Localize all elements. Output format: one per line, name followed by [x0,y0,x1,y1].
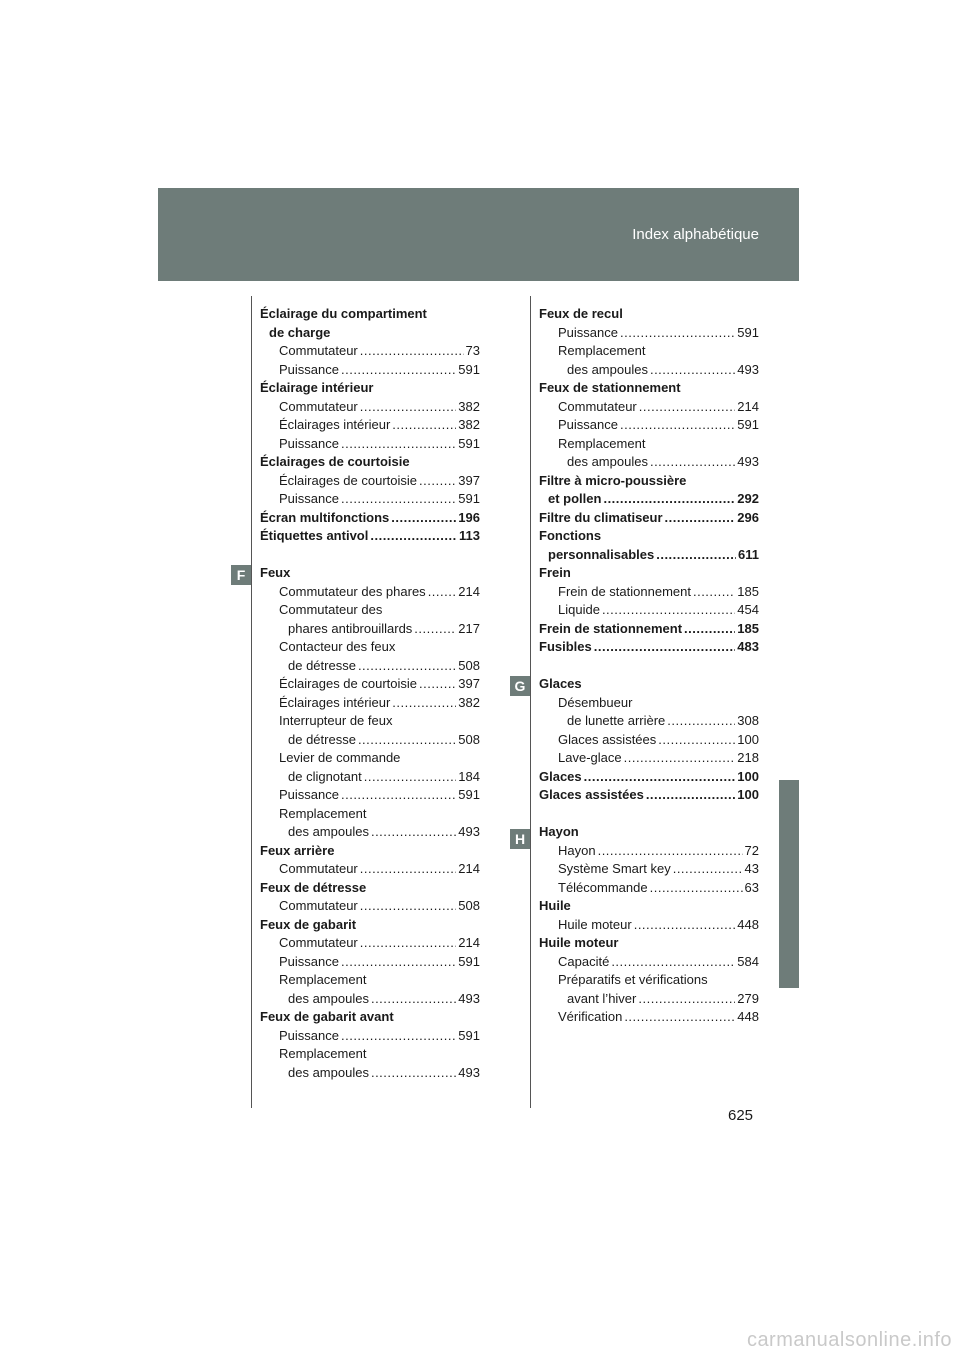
index-heading: Huile [539,898,571,913]
index-entry: Puissance ..... 591 [539,416,759,435]
index-entry: Commutateur ..... 382 [260,398,480,417]
index-entry: de détresse ..... 508 [260,657,480,676]
index-entry: Télécommande ..... 63 [539,879,759,898]
index-entry: des ampoules ..... 493 [260,823,480,842]
index-heading: Feux arrière [260,842,335,858]
index-heading: Glaces [539,676,582,691]
index-heading: Frein [539,565,571,580]
index-heading: Glaces ..... 100 [539,768,759,787]
index-entry: Commutateur des [279,602,383,617]
index-entry: des ampoules ..... 493 [260,1064,480,1083]
index-entry: Remplacement [279,1046,367,1061]
index-entry: Capacité ..... 584 [539,953,759,972]
index-entry: Puissance ..... 591 [539,324,759,343]
page-number: 625 [728,1107,754,1124]
index-entry: Remplacement [558,343,646,358]
index-heading: et pollen ..... 292 [539,490,759,509]
index-heading: Hayon [539,824,579,839]
index-entry: Éclairages intérieur ..... 382 [260,694,480,713]
index-heading: Fonctions [539,528,602,543]
index-entry: Frein de stationnement ..... 185 [539,583,759,602]
index-entry: de clignotant ..... 184 [260,768,480,787]
index-entry: Commutateur ..... 214 [260,860,480,879]
index-entry: Glaces assistées ..... 100 [539,731,759,750]
index-entry: Puissance ..... 591 [260,953,480,972]
index-heading: de charge [269,324,331,340]
index-entry: Éclairages de courtoisie ..... 397 [260,675,480,694]
index-heading: personnalisables ..... 611 [539,546,759,565]
index-heading: Étiquettes antivol ..... 113 [260,527,480,546]
index-entry: Liquide ..... 454 [539,601,759,620]
index-heading: Feux [260,565,291,580]
index-entry: Désembueur [558,694,633,710]
index-heading: Feux de recul [539,306,623,321]
index-entry: Remplacement [279,972,367,987]
index-entry: Levier de commande [279,750,401,765]
index-heading: Glaces assistées ..... 100 [539,786,759,805]
index-entry: des ampoules ..... 493 [539,453,759,472]
column-rule-left [251,296,252,1108]
index-entry: Commutateur ..... 214 [260,934,480,953]
index-column-right [539,305,759,1027]
index-entry: Interrupteur de feux [279,713,393,728]
index-entry: des ampoules ..... 493 [260,990,480,1009]
chapter-side-tab [779,780,799,988]
index-entry: Puissance ..... 591 [260,435,480,454]
index-entry: avant l’hiver ..... 279 [539,990,759,1009]
index-entry: Système Smart key ..... 43 [539,860,759,879]
index-entry: Vérification ..... 448 [539,1008,759,1027]
index-heading: Fusibles ..... 483 [539,638,759,657]
index-heading: Feux de stationnement [539,380,681,395]
index-entry: Remplacement [558,435,646,451]
index-heading: Filtre du climatiseur ..... 296 [539,509,759,528]
index-entry: Hayon ..... 72 [539,842,759,861]
watermark: carmanualsonline.info [746,1329,952,1351]
index-heading: Feux de gabarit [260,916,357,932]
index-entry: Éclairages de courtoisie ..... 397 [260,472,480,491]
index-entry: Puissance ..... 591 [260,361,480,380]
letter-tab-h: H [510,829,530,849]
index-heading: Filtre à micro-poussière [539,472,687,488]
index-heading: Frein de stationnement ..... 185 [539,620,759,639]
letter-tab-f: F [231,565,251,585]
index-heading: Éclairages de courtoisie [260,454,410,469]
column-rule-right [530,296,531,1108]
index-heading: Écran multifonctions ..... 196 [260,509,480,528]
index-entry: Éclairages intérieur ..... 382 [260,416,480,435]
index-entry: Puissance ..... 591 [260,786,480,805]
index-heading: Éclairage du compartiment [260,306,427,321]
index-entry: Commutateur ..... 73 [260,342,480,361]
index-entry: Puissance ..... 591 [260,1027,480,1046]
index-entry: Préparatifs et vérifications [558,972,708,987]
index-entry: Commutateur ..... 508 [260,897,480,916]
index-heading: Feux de gabarit avant [260,1009,394,1024]
header-band [158,188,799,281]
index-column-left [260,305,480,1082]
index-entry: Remplacement [279,805,367,821]
index-entry: des ampoules ..... 493 [539,361,759,380]
index-entry: Puissance ..... 591 [260,490,480,509]
index-entry: de détresse ..... 508 [260,731,480,750]
index-heading: Huile moteur [539,935,619,950]
section-title: Index alphabétique [632,226,759,243]
letter-tab-g: G [510,676,530,696]
index-entry: Huile moteur ..... 448 [539,916,759,935]
index-entry: Commutateur des phares ..... 214 [260,583,480,602]
index-entry: phares antibrouillards ..... 217 [260,620,480,639]
index-entry: de lunette arrière ..... 308 [539,712,759,731]
index-entry: Contacteur des feux [279,639,396,654]
index-heading: Éclairage intérieur [260,380,374,395]
index-entry: Commutateur ..... 214 [539,398,759,417]
index-heading: Feux de détresse [260,879,367,895]
index-entry: Lave-glace ..... 218 [539,749,759,768]
